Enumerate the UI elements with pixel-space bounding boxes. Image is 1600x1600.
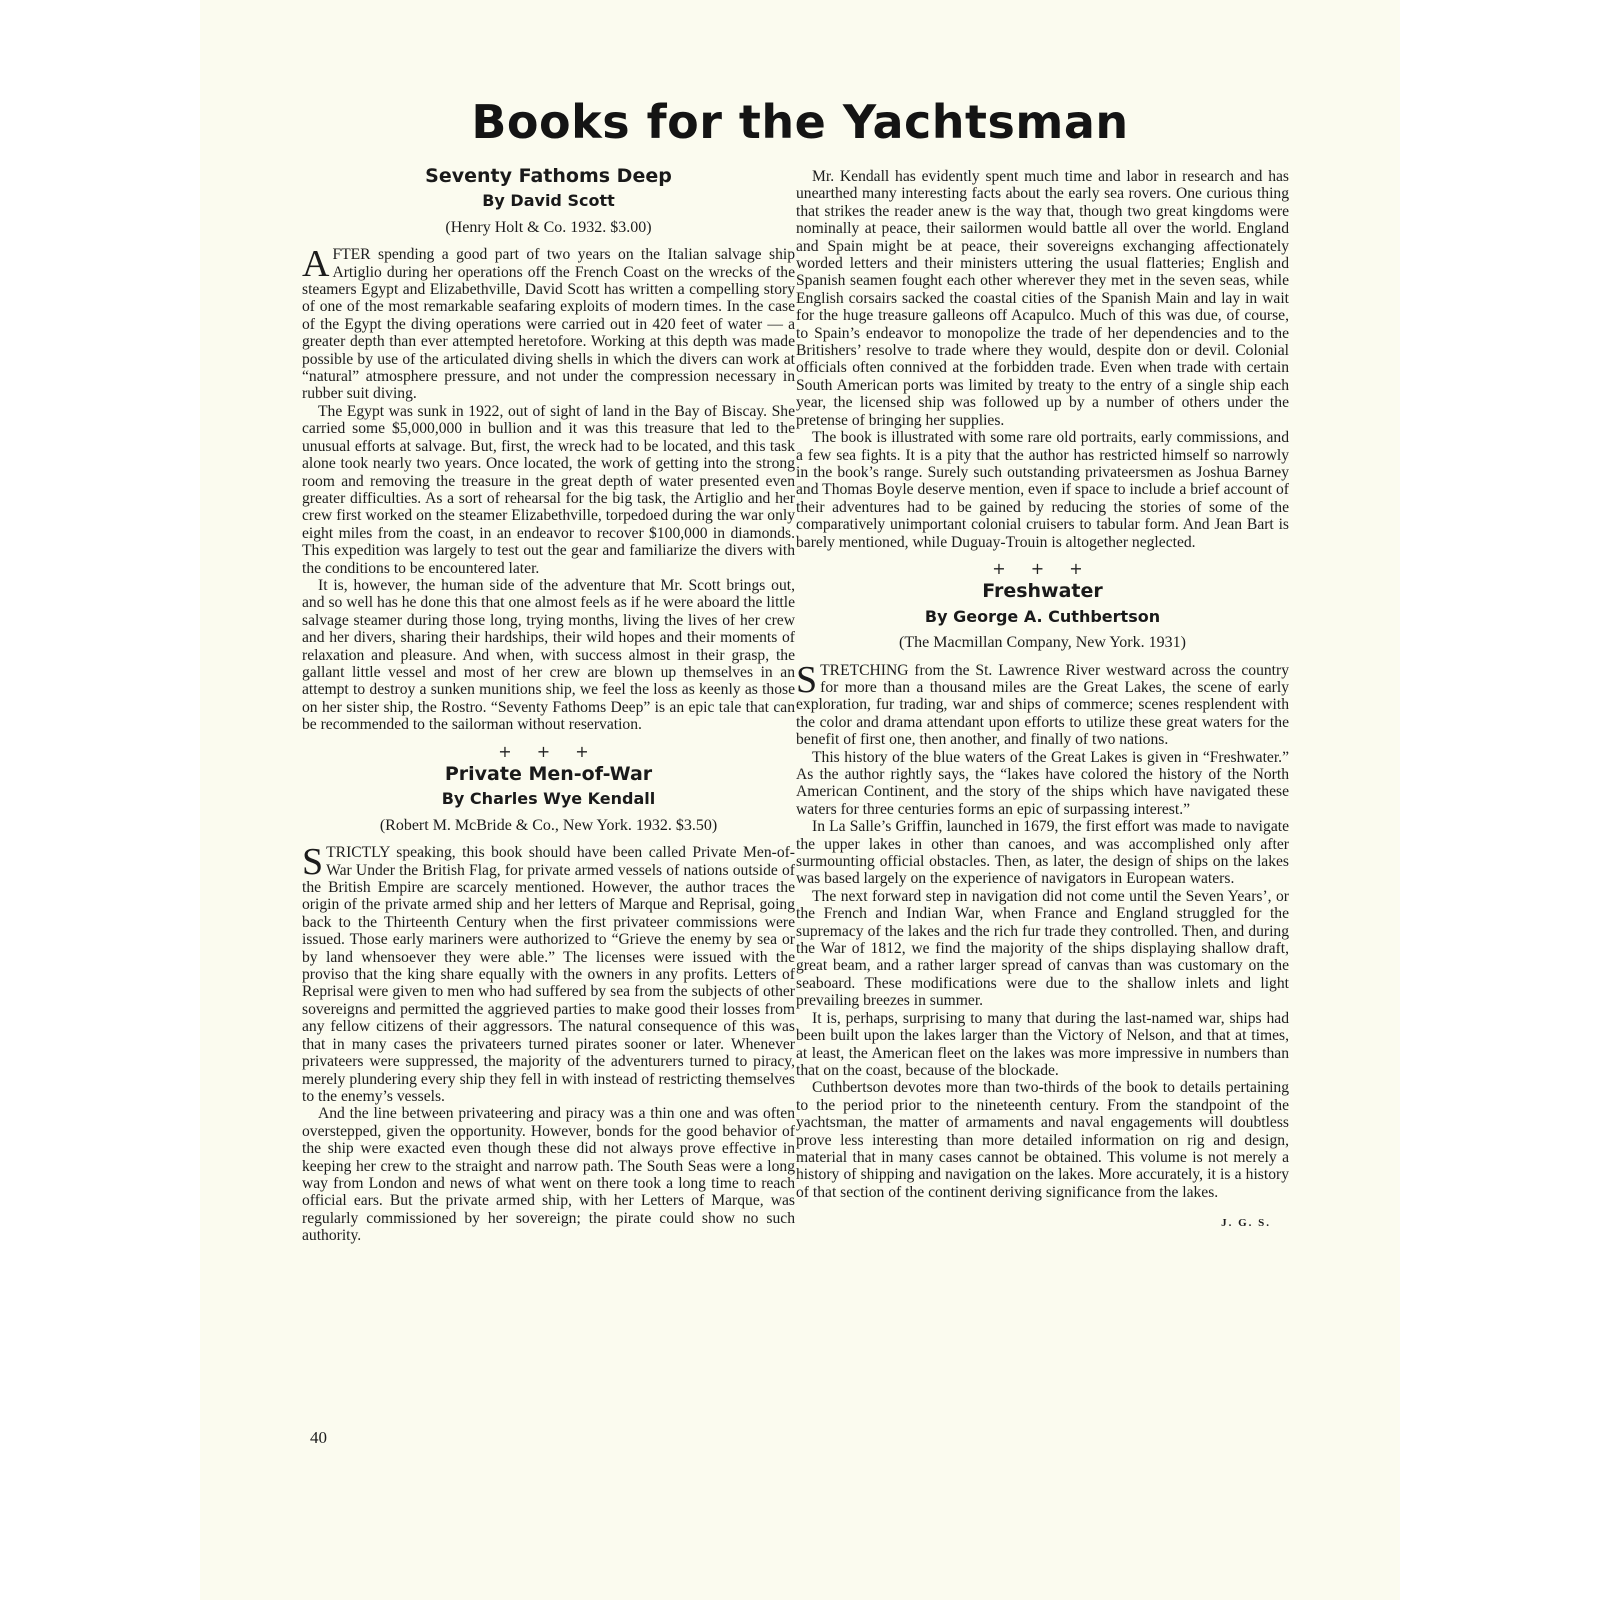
- page-title: Books for the Yachtsman: [471, 95, 1129, 149]
- review-author: By Charles Wye Kendall: [441, 789, 656, 809]
- review-paragraph: [796, 658, 1289, 749]
- review-title: Private Men-of-War: [444, 763, 653, 785]
- review-paragraph: The Egypt was sunk in 1922, out of sight of land in the Bay of Biscay. She carried some $5,000,000 in bullion and it was this treasure that led to the unusual efforts at salvage. But, first, the wreck had to be located, and this task alone took nearly two years. Once located, the work of getting into the strong room and removing the treasure in the great depth of water presented even greater difficulties. As a sort of rehearsal for the big task, the Artiglio and her crew first worked on the steamer Elizabethville, torpedoed during the war only eight miles from the coast, in an endeavor to recover $100,000 in diamonds. This expedition was largely to test out the gear and familiarize the divers with the conditions to be encountered later.: [302, 402, 795, 577]
- review-paragraph: The book is illustrated with some rare old portraits, early commissions, and a few sea fights. It is a pity that the author has restricted himself so narrowly in the book’s range. Surely such outstanding privateersmen as Joshua Barney and Thomas Boyle deserve mention, even if space to include a brief account of their adventures had to be gained by reducing the stories of some of the comparatively unimportant colonial cruisers to tabular form. And Jean Bart is barely mentioned, while Duguay-Trouin is altogether neglected.: [796, 429, 1289, 551]
- review-publisher: (Robert M. McBride & Co., New York. 1932. $3.50): [379, 816, 718, 834]
- review-paragraph: This history of the blue waters of the Great Lakes is given in “Freshwater.” As the author rightly says, the “lakes have colored the history of the North American Continent, and the story of the ships which have navigated these waters for three centuries forms an epic of surpassing interest.”: [796, 748, 1289, 818]
- drop-cap: A: [302, 243, 330, 286]
- review-private-men-of-war: [302, 763, 795, 1245]
- review-publisher: (The Macmillan Company, New York. 1931): [899, 634, 1186, 652]
- paragraph-text: TRICTLY speaking, this book should have been called Private Men-of-War Under the British Flag, for private armed vessels of nations outside of the British Empire are scarcely mentioned. However, the author traces the origin of the private armed ship and her letters of Marque and Reprisal, going back to the Thirteenth Century when the first privateer commissions were issued. Those early mariners were authorized to “Grieve the enemy by sea or by land whensoever they were able.” The licenses were issued with the proviso that the king share equally with the owners in any profits. Letters of Reprisal were given to men who had suffered by sea from the subjects of other sovereigns and permitted the aggrieved parties to make good their losses from any fellow citizens of their aggressors. The natural consequence of this was that in many cases the privateers turned pirates sooner or later. Whenever privateers were suppressed, the majority of the adventurers turned to piracy, merely plundering every ship they fell in with instead of restricting themselves to the enemy’s vessels.: [302, 844, 795, 1105]
- magazine-page: [200, 0, 1400, 1600]
- section-separator: + + +: [992, 558, 1093, 578]
- review-seventy-fathoms-deep: [302, 165, 795, 734]
- review-author: By George A. Cuthbertson: [924, 606, 1161, 626]
- review-author: By David Scott: [482, 191, 615, 211]
- review-freshwater: [796, 580, 1289, 1232]
- review-paragraph: The next forward step in navigation did not come until the Seven Years’, or the French and Indian War, when France and England struggled for the supremacy of the lakes and the rich fur trade they controlled. Then, and during the War of 1812, we find the majority of the ships displaying shallow draft, great beam, and a rather larger spread of canvas than was customary on the seaboard. These modifications were due to the shallow inlets and light prevailing breezes in summer.: [796, 887, 1289, 1010]
- review-title: Seventy Fathoms Deep: [425, 165, 672, 187]
- left-column: [302, 165, 795, 1245]
- review-paragraph: And the line between privateering and piracy was a thin one and was often overstepped, given the opportunity. However, bonds for the good behavior of the ship were exacted even though these did not always prove effective in keeping her crew to the straight and narrow path. The South Seas were a long way from London and news of what went on there took a long time to reach official ears. But the private armed ship, with her Letters of Marque, was regularly commissioned by her sovereign; the pirate could show no such authority.: [302, 1105, 795, 1245]
- drop-cap: S: [796, 658, 818, 701]
- review-paragraph: Cuthbertson devotes more than two-thirds of the book to details pertaining to the period prior to the nineteenth century. From the standpoint of the yachtsman, the matter of armaments and naval engagements will doubtless prove less interesting than more detailed information on rig and design, material that in many cases cannot be obtained. This volume is not merely a history of shipping and navigation on the lakes. More accurately, it is a history of that section of the continent deriving significance from the lakes.: [796, 1079, 1289, 1201]
- review-paragraph: [302, 841, 795, 1105]
- right-column: [796, 168, 1289, 1233]
- drop-cap: S: [302, 841, 324, 884]
- review-paragraph: It is, however, the human side of the adventure that Mr. Scott brings out, and so well has he done this that one almost feels as if he were aboard the little salvage steamer during those long, trying months, living the lives of her crew and her divers, sharing their hardships, their wild hopes and their moments of relaxation and pleasure. And when, with success almost in their grasp, the gallant little vessel and most of her crew are blown up themselves in an attempt to destroy a sunken munitions ship, we feel the loss as keenly as those on her sister ship, the Rostro. “Seventy Fathoms Deep” is an epic tale that can be recommended to the sailorman without reservation.: [302, 576, 795, 734]
- review-paragraph: [302, 243, 795, 403]
- page-number: 40: [310, 1428, 327, 1447]
- review-paragraph: In La Salle’s Griffin, launched in 1679, the first effort was made to navigate the upper lakes in other than canoes, and was accomplished only after surmounting official obstacles. Then, as later, the design of ships on the lakes was based largely on the experience of navigators in European waters.: [796, 818, 1289, 888]
- review-paragraph: Mr. Kendall has evidently spent much time and labor in research and has unearthed many interesting facts about the early sea rovers. One curious thing that strikes the reader anew is the way that, though two great kingdoms were nominally at peace, their sailormen would battle all over the world. England and Spain might be at peace, their sovereigns exchanging affectionately worded letters and their ministers uttering the usual flatteries; English and Spanish seamen fought each other wherever they met in the seven seas, while English corsairs sacked the coastal cities of the Spanish Main and lay in wait for the huge treasure galleons off Acapulco. Much of this was due, of course, to Spain’s endeavor to monopolize the trade of her dependencies and to the Britishers’ resolve to trade where they would, despite don or devil. Colonial officials often connived at the forbidden trade. Even when trade with certain South American ports was limited by treaty to the entry of a single ship each year, the licensed ship was followed up by a number of others under the pretense of bringing her supplies.: [796, 168, 1289, 429]
- reviewer-signature: J. G. S.: [1221, 1217, 1271, 1230]
- section-separator: + + +: [498, 741, 599, 761]
- paragraph-text: FTER spending a good part of two years on the Italian salvage ship Artiglio during her operations off the French Coast on the wrecks of the steamers Egypt and Elizabethville, David Scott has written a compelling story of one of the most remarkable seafaring exploits of modern times. In the case of the Egypt the diving operations were carried out in 420 feet of water — a greater depth than ever attempted heretofore. Working at this depth was made possible by use of the articulated diving shells in which the divers can work at “natural” atmosphere pressure, and not under the compression necessary in rubber suit diving.: [302, 246, 795, 403]
- review-publisher: (Henry Holt & Co. 1932. $3.00): [445, 218, 652, 236]
- review-paragraph: It is, perhaps, surprising to many that during the last-named war, ships had been built upon the lakes larger than the Victory of Nelson, and that at times, at least, the American fleet on the lakes was more impressive in numbers than that on the coast, because of the blockade.: [796, 1009, 1289, 1079]
- review-title: Freshwater: [982, 580, 1103, 603]
- paragraph-text: TRETCHING from the St. Lawrence River westward across the country for more than a thousand miles are the Great Lakes, the scene of early exploration, fur trading, war and ships of commerce; scenes resplendent with the color and drama attendant upon efforts to utilize these great waters for the benefit of first one, then another, and finally of two nations.: [796, 661, 1289, 749]
